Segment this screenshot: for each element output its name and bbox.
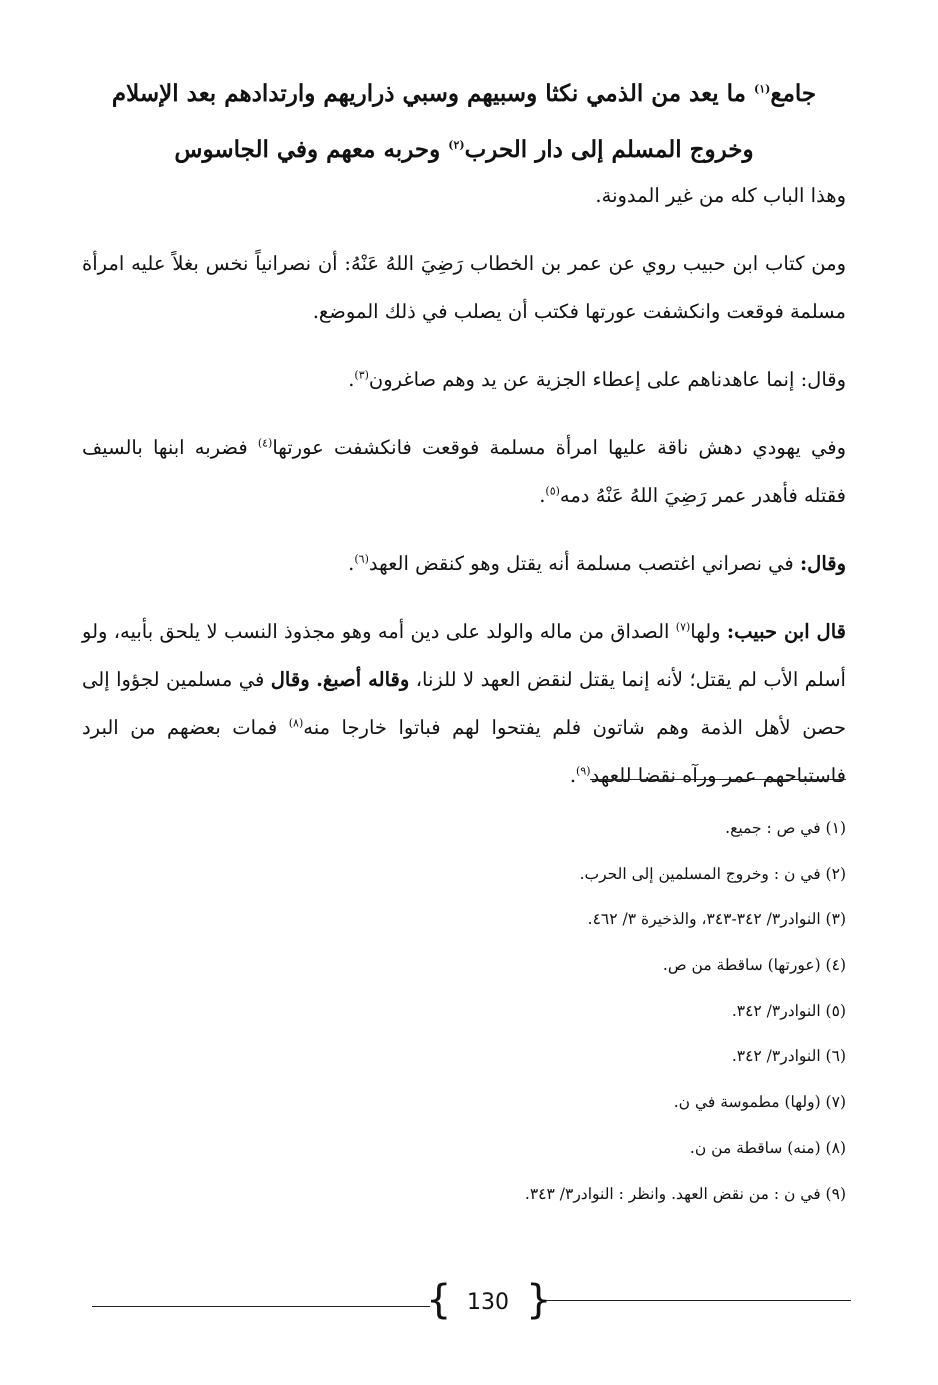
paragraph-text: وفي يهودي دهش ناقة عليها امرأة مسلمة فوقعت فانكشفت عورتها — [272, 436, 847, 459]
chapter-title — [82, 66, 846, 178]
footnote-4: (٤) (عورتها) ساقطة من ص. — [662, 956, 846, 975]
paragraph-2: ومن كتاب ابن حبيب روي عن عمر بن الخطاب رَضِيَ اللهُ عَنْهُ: أن نصرانياً نخس بغلاً عليه امرأة مسلمة فوقعت وانكشفت عورتها فكتب أن يصلب في ذلك الموضع. — [82, 252, 846, 323]
page-number: 130 — [467, 1290, 509, 1315]
paragraph-3 — [82, 356, 846, 404]
bold-phrase: وقاله أصبغ. — [316, 668, 410, 691]
footnote-ref: (٣) — [354, 368, 369, 382]
bold-phrase: وقال — [270, 668, 310, 691]
main-text — [82, 172, 846, 820]
period: . — [348, 368, 355, 391]
paragraph-text: في مسلمين لجؤوا إلى حصن لأهل الذمة وهم شاتون فلم يفتحوا لهم فباتوا خارجا منه — [82, 668, 846, 739]
title-text: وخروج المسلم إلى دار الحرب — [464, 136, 754, 163]
footnote-ref: (٥) — [545, 484, 560, 498]
footnote-separator — [590, 779, 846, 780]
footnote-ref: (٩) — [576, 764, 591, 778]
paragraph-5 — [82, 540, 846, 588]
title-text: وحربه معهم وفي الجاسوس — [174, 136, 449, 163]
footnote-5: (٥) النوادر٣/ ٣٤٢. — [731, 1001, 846, 1020]
footnote-ref: (١) — [753, 82, 771, 96]
paragraph-text: وقال: إنما عاهدناهم على إعطاء الجزية عن يد وهم صاغرون — [368, 368, 846, 391]
footnote-7: (٧) (ولها) مطموسة في ن. — [673, 1093, 846, 1112]
footnote-9: (٩) في ن : من نقض العهد. وانظر : النوادر٣/ ٣٤٣. — [524, 1184, 846, 1203]
footnote-6: (٦) النوادر٣/ ٣٤٢. — [731, 1047, 846, 1066]
footnotes — [300, 806, 846, 1217]
title-line-2 — [82, 122, 846, 178]
title-line-1 — [82, 66, 846, 122]
footnote-1: (١) في ص : جميع. — [725, 819, 846, 837]
footnote-ref: (٢) — [448, 138, 465, 152]
paragraph-text: الصداق من ماله والولد على دين أمه وهو مجذوذ النسب لا يلحق بأبيه، ولو أسلم الأب لم يقتل؛ لأنه إنما يقتل لنقض العهد لا للزنا، — [82, 620, 846, 691]
footnote-3: (٣) النوادر٣/ ٣٤٢-٣٤٣، والذخيرة ٣/ ٤٦٢. — [587, 910, 846, 929]
footnote-ref: (٧) — [675, 620, 691, 634]
footer-rule-left — [92, 1306, 430, 1307]
left-brace-icon: { — [426, 1277, 452, 1323]
paragraph-1: وهذا الباب كله من غير المدونة. — [595, 184, 846, 207]
period: . — [348, 552, 355, 575]
period: . — [539, 484, 546, 507]
paragraph-4 — [82, 424, 846, 520]
footer-rule-right — [545, 1300, 851, 1301]
title-text: ما يعد من الذمي نكثا وسبيهم وسبي ذراريهم وارتدادهم بعد الإسلام — [111, 80, 754, 107]
bold-lead: وقال: — [799, 552, 846, 575]
footnote-8: (٨) (منه) ساقطة من ن. — [689, 1138, 846, 1157]
paragraph-text: فمات بعضهم من البرد فاستباحهم عمر ورآه نقضا للعهد — [82, 716, 846, 787]
paragraph-text: فضربه ابنها بالسيف فقتله فأهدر عمر رَضِيَ اللهُ عَنْهُ دمه — [82, 436, 846, 507]
footnote-ref: (٤) — [257, 436, 273, 450]
footnote-ref: (٨) — [288, 716, 304, 730]
paragraph-text: في نصراني اغتصب مسلمة أنه يقتل وهو كنقض العهد — [368, 552, 800, 575]
footnote-2: (٢) في ن : وخروج المسلمين إلى الحرب. — [579, 864, 846, 883]
bold-lead: قال ابن حبيب: — [726, 620, 846, 643]
period: . — [569, 764, 577, 787]
paragraph-text: ولها — [690, 620, 727, 643]
right-brace-icon: } — [526, 1277, 552, 1323]
paragraph-6 — [82, 608, 846, 800]
footnote-ref: (٦) — [354, 552, 369, 566]
title-text: جامع — [770, 80, 817, 107]
